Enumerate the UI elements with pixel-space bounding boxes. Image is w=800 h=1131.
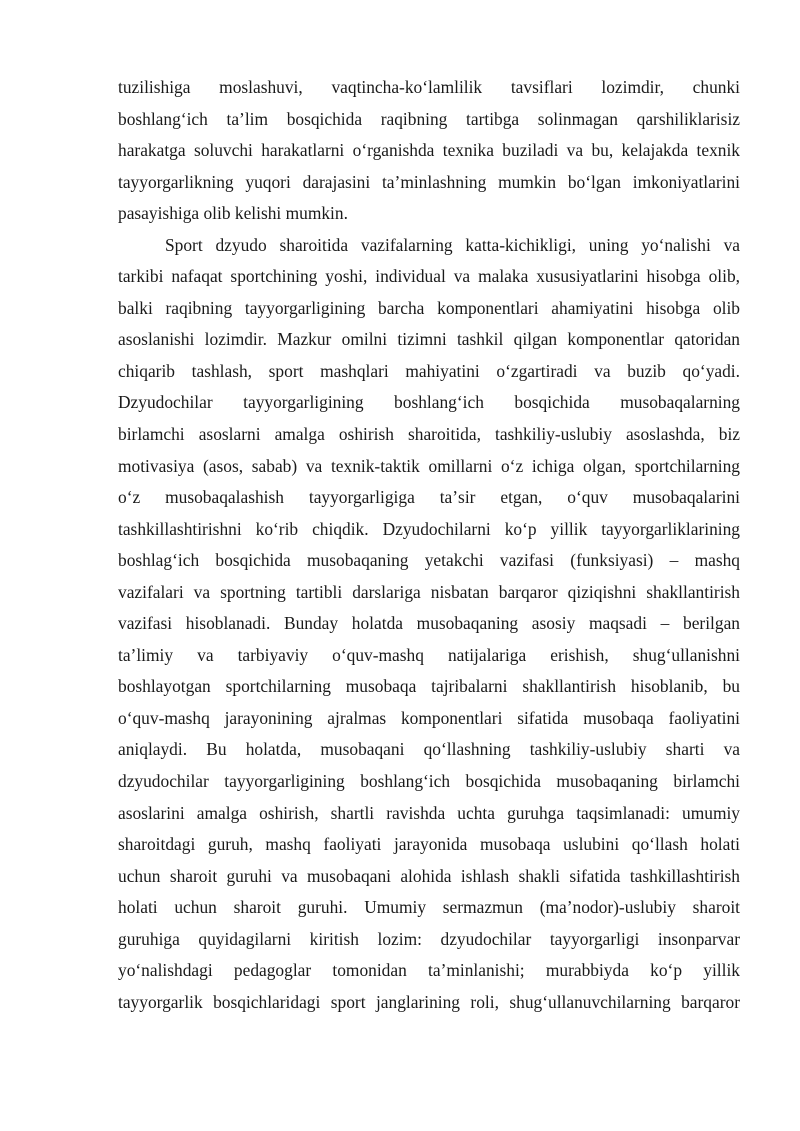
text-line: oʻquv-mashq jarayonining ajralmas komponentlari sifatida musobaqa faoliyatini [118, 707, 740, 728]
text-line: balki raqibning tayyorgarligining barcha komponentlari ahamiyatini hisobga olib [118, 297, 740, 318]
text-line: taʼlimiy va tarbiyaviy oʻquv-mashq natijalariga erishish, shugʻullanishni [118, 644, 740, 665]
text-line: tuzilishiga moslashuvi, vaqtincha-koʻlamlilik tavsiflari lozimdir, chunki [118, 77, 740, 97]
text-line: yoʻnalishdagi pedagoglar tomonidan taʼminlanishi; murabbiyda koʻp yillik [118, 960, 740, 981]
text-line: tayyorgarlikning yuqori darajasini taʼminlashning mumkin boʻlgan imkoniyatlarini [118, 171, 740, 192]
text-line: pasayishiga olib kelishi mumkin. [118, 203, 348, 224]
text-line: boshlagʻich bosqichida musobaqaning yetakchi vazifasi (funksiyasi) – mashq [118, 550, 740, 571]
text-line: asoslarini amalga oshirish, shartli ravishda uchta guruhga taqsimlanadi: umumiy [118, 802, 740, 823]
text-line: motivasiya (asos, sabab) va texnik-taktik omillarni oʻz ichiga olgan, sportchilarning [118, 455, 740, 476]
text-line: oʻz musobaqalashish tayyorgarligiga taʼsir etgan, oʻquv musobaqalarini [118, 487, 740, 508]
text-line: sharoitdagi guruh, mashq faoliyati jarayonida musobaqa uslubini qoʻllash holati [118, 834, 740, 855]
text-line: holati uchun sharoit guruhi. Umumiy sermazmun (maʼnodor)-uslubiy sharoit [118, 897, 740, 918]
text-line: vazifalari va sportning tartibli darslariga nisbatan barqaror qiziqishni shakllantirish [118, 581, 740, 602]
text-line: Sport dzyudo sharoitida vazifalarning katta-kichikligi, uning yoʻnalishi va [165, 234, 740, 255]
text-line: birlamchi asoslarni amalga oshirish sharoitida, tashkiliy-uslubiy asoslashda, biz [118, 424, 740, 445]
text-line: boshlangʻich taʼlim bosqichida raqibning tartibga solinmagan qarshiliklarisiz [118, 108, 740, 129]
text-line: tashkillashtirishni koʻrib chiqdik. Dzyudochilarni koʻp yillik tayyorgarliklarining [118, 518, 740, 539]
text-line: harakatga soluvchi harakatlarni oʻrganishda texnika buziladi va bu, kelajakda texnik [118, 140, 740, 161]
text-line: tarkibi nafaqat sportchining yoshi, individual va malaka xususiyatlarini hisobga olib, [118, 266, 740, 287]
text-line: Dzyudochilar tayyorgarligining boshlangʻich bosqichida musobaqalarning [118, 392, 740, 413]
text-line: vazifasi hisoblanadi. Bunday holatda musobaqaning asosiy maqsadi – berilgan [118, 613, 740, 634]
text-line: aniqlaydi. Bu holatda, musobaqani qoʻllashning tashkiliy-uslubiy sharti va [118, 739, 740, 760]
text-line: dzyudochilar tayyorgarligining boshlangʻich bosqichida musobaqaning birlamchi [118, 771, 740, 792]
document-body [118, 72, 740, 1018]
text-line: asoslanishi lozimdir. Mazkur omilni tizimni tashkil qilgan komponentlar qatoridan [118, 329, 740, 350]
text-line: boshlayotgan sportchilarning musobaqa tajribalarni shakllantirish hisoblanib, bu [118, 676, 740, 697]
text-line: guruhiga quyidagilarni kiritish lozim: dzyudochilar tayyorgarligi insonparvar [118, 928, 740, 949]
text-line: tayyorgarlik bosqichlaridagi sport janglarining roli, shugʻullanuvchilarning barqaror [118, 991, 740, 1012]
text-line: chiqarib tashlash, sport mashqlari mahiyatini oʻzgartiradi va buzib qoʻyadi. [118, 360, 740, 381]
text-line: uchun sharoit guruhi va musobaqani alohida ishlash shakli sifatida tashkillashtirish [118, 865, 740, 886]
